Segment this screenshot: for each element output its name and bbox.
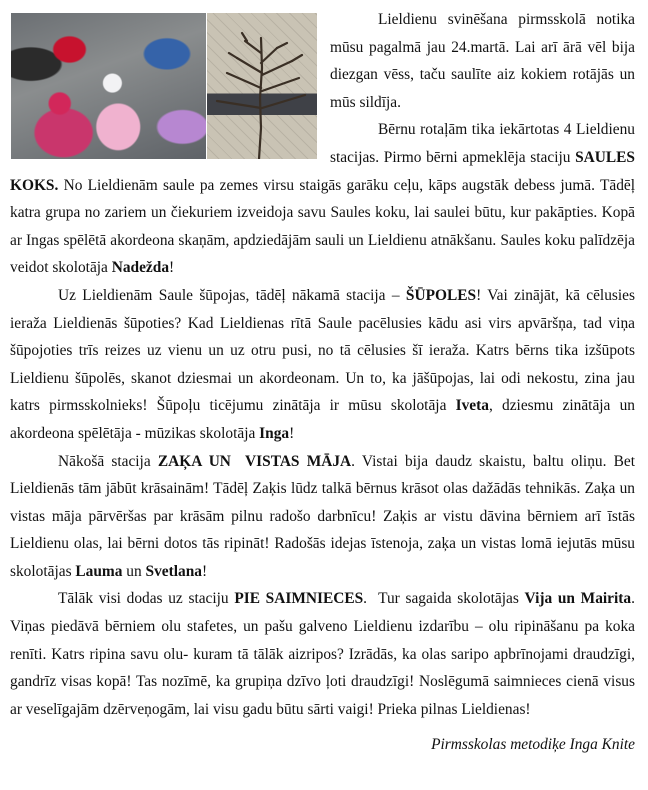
paragraph-text: Lieldienu svinēšana pirmsskolā notika mūsu pagalmā jau 24.martā. Lai arī ārā vēl bija diezgan vēss, taču saulīte aiz kokiem rotājās un mūs sildīja.	[330, 11, 635, 111]
teacher-name: Lauma	[75, 562, 123, 580]
paragraph-text: Nākošā stacija	[58, 452, 158, 470]
teacher-name: Svetlana	[145, 562, 202, 580]
teacher-name: Nadežda	[111, 259, 170, 277]
station-name: ŠŪPOLES	[405, 286, 477, 304]
station-name: SAULES KOKS.	[10, 148, 635, 194]
teacher-name: Vija un Mairita	[524, 590, 632, 608]
paragraph-text: ! Vai zinājāt, kā cēlusies ieraža Lieldienās šūpoties? Kad Lieldienas rītā Saule pacēlusies kādu asi virs apvāršņa, tad viņa šūpojoties trīs reizes uz vienu un uz otru pusi, no tā cēlusies šī ieraža. Katrs bērns tika izšūpots Lieldienu šūpolēs, skanot dziesmai un akordeonam. Un to, ka jāšūpojas, lai odi nekostu, zina jau katrs pirmsskolnieks! Šūpoļu ticējumu zinātāja ir mūsu skolotāja	[10, 286, 635, 415]
paragraph-text: Bērnu rotaļām tika iekārtotas 4 Lieldienu stacijas. Pirmo bērni apmeklēja staciju	[330, 121, 635, 166]
teacher-name: Inga	[259, 424, 290, 442]
children-playing-outdoors-photo	[11, 13, 206, 159]
teacher-name: Iveta	[455, 397, 489, 415]
paragraph-text: . Vistai bija daudz skaistu, baltu oliņu. Bet Lieldienās tām jābūt krāsainām! Tādēļ Zaķis lūdz talkā bērnus krāsot olas dažādās tehnikās. Zaķa un vistas māja pārvēršas par krāsām pilnu radošo darbnīcu! Zaķis ar vistu dāvina bērniem arī īstās Lieldienu olas, lai bērni dotos tās ripināt! Radošās idejas īstenoja, zaķa un vistas lomā iejutās mūsu skolotājas	[10, 452, 636, 580]
paragraph-text: !	[289, 424, 295, 442]
paragraph-pie-saimnieces	[10, 585, 635, 723]
paragraph-text: Tālāk visi dodas uz staciju	[58, 590, 235, 608]
paragraph-text: No Lieldienām saule pa zemes virsu staigās garāku ceļu, kāps augstāk debess jumā. Tādēļ katra grupa no zariem un čiekuriem izveidoja savu Saules koku, lai saulei būtu, kur pakāpties. Kopā ar Ingas spēlētā akordeona skaņām, apdziedājām sauli un Lieldienu atnākšanu. Saules koku palīdzēja veidot skolotāja	[10, 176, 635, 277]
paragraph-text: !	[201, 562, 208, 580]
paragraph-text: un	[122, 562, 146, 580]
saules-koks-branch-tree-photo	[207, 13, 317, 159]
station-name: ZAĶA UN VISTAS MĀJA	[157, 452, 352, 470]
article	[10, 6, 635, 759]
paragraph-text: . Tur sagaida skolotājas	[363, 590, 525, 608]
paragraph-text: !	[169, 259, 175, 277]
paragraph-zaka-un-vistas-maja	[10, 448, 635, 586]
paragraph-text: . Viņas piedāvā bērniem olu stafetes, un pašu galveno Lieldienu izdarību – olu ripināšanu pa koka renīti. Katrs ripina savu olu- kuram tā tālāk aizripos? Izrādās, ka olas saripo apbrīnojami draudzīgi, gandrīz visas kopā! Tas nozīmē, ka grupiņa dzīvo ļoti draudzīgi! Noslēgumā saimnieces cienā visus ar veselīgajām dzērveņogām, lai visu gadu būtu sārti vaigi! Prieka pilnas Lieldienas!	[10, 590, 635, 718]
author-signature: Pirmsskolas metodiķe Inga Knite	[431, 736, 635, 754]
branch-tree-drawing	[207, 13, 317, 159]
paragraph-supoles	[10, 282, 635, 448]
photo-group	[11, 13, 317, 159]
station-name: PIE SAIMNIECES	[234, 590, 364, 608]
paragraph-text: , dziesmu zinātāja un akordeona spēlētāja - mūzikas skolotāja	[10, 397, 635, 442]
paragraph-text: Uz Lieldienām Saule šūpojas, tādēļ nākamā stacija –	[58, 286, 406, 304]
